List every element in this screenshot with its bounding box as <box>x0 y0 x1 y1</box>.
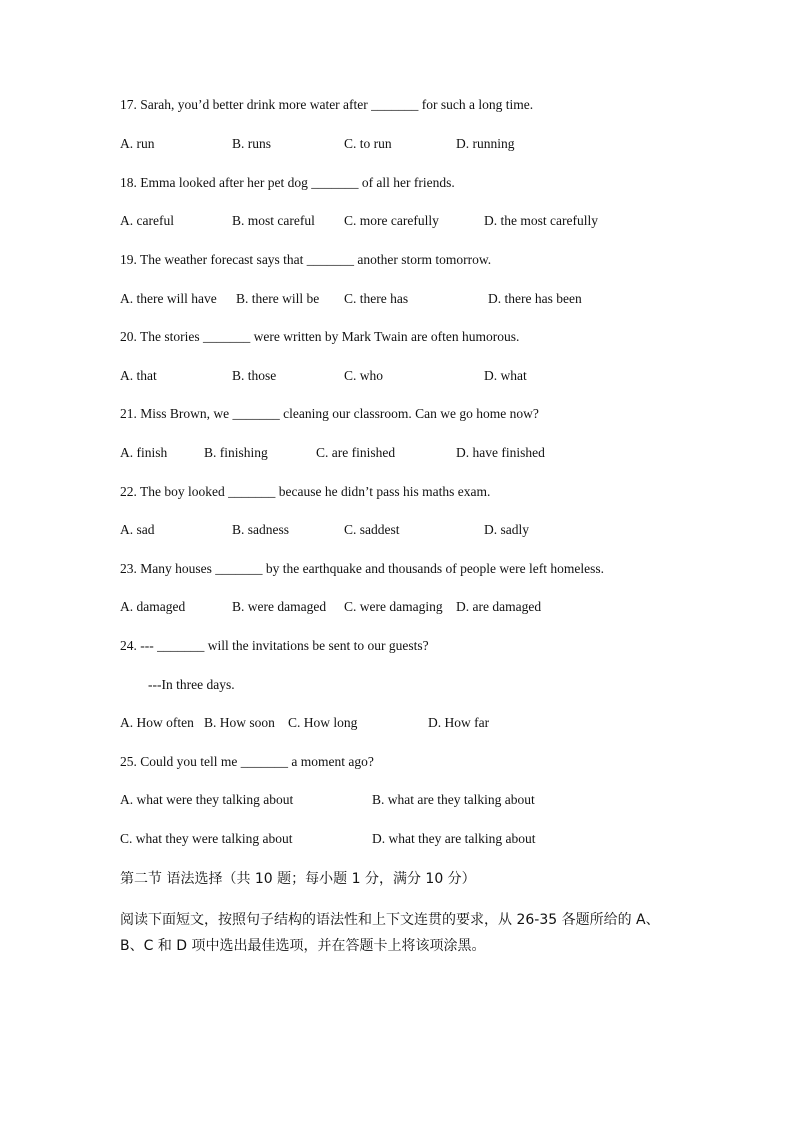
question-22-option-d: D. sadly <box>484 522 529 537</box>
question-24-reply: ---In three days. <box>148 677 235 692</box>
question-17-option-c: C. to run <box>344 136 392 151</box>
question-18-option-b: B. most careful <box>232 213 315 228</box>
question-21-option-d: D. have finished <box>456 445 545 460</box>
question-25-option-c: C. what they were talking about <box>120 831 293 846</box>
question-25-option-d: D. what they are talking about <box>372 831 536 846</box>
question-17-stem: 17. Sarah, you’d better drink more water after _______ for such a long time. <box>120 97 534 112</box>
question-24-option-a: A. How often <box>120 715 194 730</box>
question-22-stem: 22. The boy looked _______ because he didn’t pass his maths exam. <box>120 484 491 499</box>
question-19-stem: 19. The weather forecast says that _______ another storm tomorrow. <box>120 252 492 267</box>
question-20-option-d: D. what <box>484 368 527 383</box>
question-25-option-b: B. what are they talking about <box>372 792 535 807</box>
question-24-option-d: D. How far <box>428 715 490 730</box>
question-20-option-a: A. that <box>120 368 157 383</box>
question-19-option-c: C. there has <box>344 291 409 306</box>
section-title: 第二节 语法选择（共 10 题；每小题 1 分，满分 10 分） <box>120 871 476 887</box>
question-20-stem: 20. The stories _______ were written by Mark Twain are often humorous. <box>120 329 520 344</box>
question-17-option-a: A. run <box>120 136 155 151</box>
section-instruction-line-2: B、C 和 D 项中选出最佳选项，并在答题卡上将该项涂黑。 <box>120 938 486 954</box>
question-19-option-d: D. there has been <box>488 291 582 306</box>
question-23-stem: 23. Many houses _______ by the earthquake and thousands of people were left homeless. <box>120 561 605 576</box>
question-23-option-c: C. were damaging <box>344 599 443 614</box>
question-20-option-c: C. who <box>344 368 384 383</box>
question-22-option-a: A. sad <box>120 522 155 537</box>
question-23-option-a: A. damaged <box>120 599 186 614</box>
question-21-option-a: A. finish <box>120 445 168 460</box>
question-25-stem: 25. Could you tell me _______ a moment ago? <box>120 754 374 769</box>
question-24-stem: 24. --- _______ will the invitations be sent to our guests? <box>120 638 429 653</box>
question-24-option-c: C. How long <box>288 715 358 730</box>
question-18-stem: 18. Emma looked after her pet dog _______ of all her friends. <box>120 175 455 190</box>
section-instructions <box>120 907 695 959</box>
question-23-option-d: D. are damaged <box>456 599 542 614</box>
question-19-option-a: A. there will have <box>120 291 217 306</box>
question-22-option-b: B. sadness <box>232 522 289 537</box>
question-23-option-b: B. were damaged <box>232 599 327 614</box>
question-17-option-b: B. runs <box>232 136 272 151</box>
question-18-option-a: A. careful <box>120 213 174 228</box>
question-20-option-b: B. those <box>232 368 277 383</box>
question-18-option-d: D. the most carefully <box>484 213 598 228</box>
question-18-option-c: C. more carefully <box>344 213 439 228</box>
question-22-option-c: C. saddest <box>344 522 400 537</box>
question-19-option-b: B. there will be <box>236 291 320 306</box>
question-21-option-b: B. finishing <box>204 445 268 460</box>
question-25-option-a: A. what were they talking about <box>120 792 294 807</box>
question-17-option-d: D. running <box>456 136 515 151</box>
question-21-stem: 21. Miss Brown, we _______ cleaning our classroom. Can we go home now? <box>120 406 539 421</box>
question-21-option-c: C. are finished <box>316 445 396 460</box>
section-instruction-line-1: 阅读下面短文，按照句子结构的语法性和上下文连贯的要求，从 26-35 各题所给的 A、 <box>120 912 660 928</box>
question-24-option-b: B. How soon <box>204 715 275 730</box>
